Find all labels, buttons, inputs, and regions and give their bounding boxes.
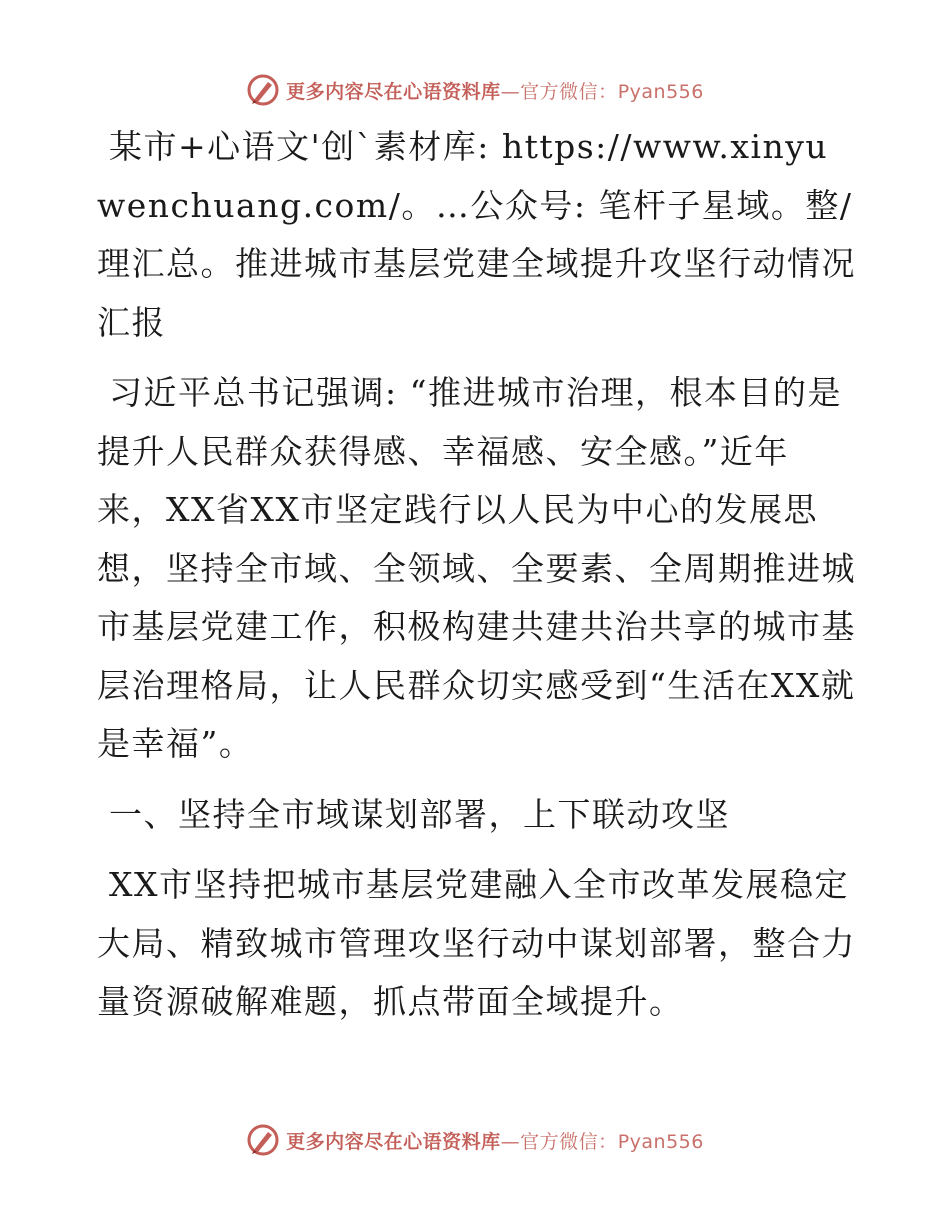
watermark-text: 更多内容尽在心语资料库—官方微信：Pyan556 — [286, 1130, 704, 1153]
body-paragraph: 习近平总书记强调: “推进城市治理，根本目的是提升人民群众获得感、幸福感、安全感。”近年来，XX省XX市坚定践行以人民为中心的发展思想，坚持全市域、全领域、全要素、全周期推进城市基层党建工作，积极构建共建共治共享的城市基层治理格局，让人民群众切实感受到“生活在XX就是幸福”。 — [97, 373, 856, 763]
header-watermark — [0, 70, 950, 110]
pen-logo-icon — [246, 1123, 280, 1157]
footer-watermark — [0, 1120, 950, 1160]
pen-logo-icon — [246, 73, 280, 107]
watermark-text: 更多内容尽在心语资料库—官方微信：Pyan556 — [286, 80, 704, 103]
document-body — [97, 118, 857, 1032]
body-paragraph: XX市坚持把城市基层党建融入全市改革发展稳定大局、精致城市管理攻坚行动中谋划部署，整合力量资源破解难题，抓点带面全域提升。 — [97, 865, 856, 1021]
intro-paragraph: 某市+心语文'创`素材库: https://www.xinyuwenchuang.com/。…公众号: 笔杆子星域。整/理汇总。推进城市基层党建全域提升攻坚行动情况汇报 — [97, 127, 856, 342]
section-heading: 一、坚持全市域谋划部署，上下联动攻坚 — [109, 794, 730, 834]
